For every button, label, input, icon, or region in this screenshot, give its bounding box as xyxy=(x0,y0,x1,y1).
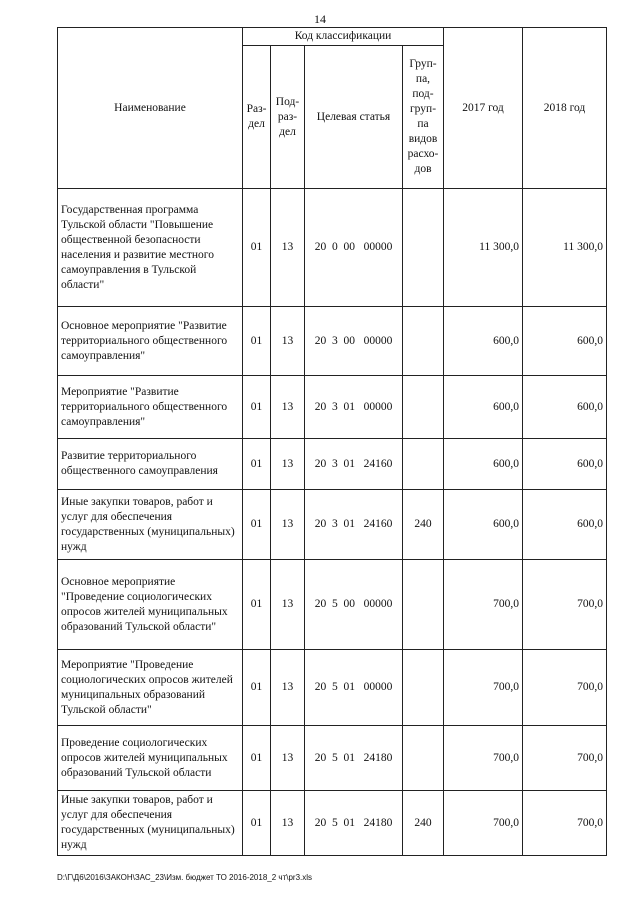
row-value-2017: 700,0 xyxy=(444,791,523,856)
table-row xyxy=(58,791,607,856)
row-name: Проведение социологических опросов жителей муниципальных образований Тульской области xyxy=(58,726,243,791)
row-target-article: 20 5 01 00000 xyxy=(305,650,403,726)
row-target-article: 20 3 00 00000 xyxy=(305,307,403,376)
row-section: 01 xyxy=(243,189,271,307)
table-row xyxy=(58,307,607,376)
row-section: 01 xyxy=(243,376,271,439)
row-subsection: 13 xyxy=(271,490,305,560)
table-row xyxy=(58,490,607,560)
row-expense-group xyxy=(403,376,444,439)
row-target-article: 20 3 01 00000 xyxy=(305,376,403,439)
row-subsection: 13 xyxy=(271,726,305,791)
table-row xyxy=(58,376,607,439)
row-section: 01 xyxy=(243,490,271,560)
header-name: Наименование xyxy=(58,28,243,189)
row-target-article: 20 5 01 24180 xyxy=(305,726,403,791)
row-value-2017: 700,0 xyxy=(444,560,523,650)
row-value-2018: 700,0 xyxy=(523,650,607,726)
row-section: 01 xyxy=(243,650,271,726)
row-target-article: 20 5 00 00000 xyxy=(305,560,403,650)
row-name: Основное мероприятие "Проведение социологических опросов жителей муниципальных образований Тульской области" xyxy=(58,560,243,650)
header-year-2017: 2017 год xyxy=(444,28,523,189)
row-value-2017: 700,0 xyxy=(444,650,523,726)
table-row xyxy=(58,439,607,490)
row-value-2018: 600,0 xyxy=(523,490,607,560)
row-value-2018: 700,0 xyxy=(523,726,607,791)
row-target-article: 20 0 00 00000 xyxy=(305,189,403,307)
header-section: Раз- дел xyxy=(243,46,271,189)
row-value-2017: 700,0 xyxy=(444,726,523,791)
header-expense-group: Груп- па, под- груп- па видов расхо- дов xyxy=(403,46,444,189)
row-section: 01 xyxy=(243,560,271,650)
row-expense-group xyxy=(403,439,444,490)
row-name: Мероприятие "Развитие территориального общественного самоуправления" xyxy=(58,376,243,439)
row-value-2018: 700,0 xyxy=(523,791,607,856)
row-name: Развитие территориального общественного самоуправления xyxy=(58,439,243,490)
row-section: 01 xyxy=(243,791,271,856)
row-expense-group xyxy=(403,560,444,650)
row-subsection: 13 xyxy=(271,439,305,490)
row-value-2018: 600,0 xyxy=(523,307,607,376)
row-name: Иные закупки товаров, работ и услуг для обеспечения государственных (муниципальных) нужд xyxy=(58,791,243,856)
row-expense-group: 240 xyxy=(403,791,444,856)
row-target-article: 20 3 01 24160 xyxy=(305,490,403,560)
table-row xyxy=(58,189,607,307)
header-target-article: Целевая статья xyxy=(305,46,403,189)
row-name: Иные закупки товаров, работ и услуг для обеспечения государственных (муниципальных) нужд xyxy=(58,490,243,560)
row-value-2017: 600,0 xyxy=(444,376,523,439)
row-subsection: 13 xyxy=(271,560,305,650)
row-expense-group xyxy=(403,307,444,376)
row-target-article: 20 3 01 24160 xyxy=(305,439,403,490)
row-value-2018: 11 300,0 xyxy=(523,189,607,307)
row-expense-group xyxy=(403,650,444,726)
table-row xyxy=(58,560,607,650)
row-expense-group xyxy=(403,726,444,791)
row-value-2017: 600,0 xyxy=(444,439,523,490)
row-value-2017: 600,0 xyxy=(444,490,523,560)
row-name: Государственная программа Тульской области "Повышение общественной безопасности населения и развитие местного самоуправления в Тульской области" xyxy=(58,189,243,307)
row-target-article: 20 5 01 24180 xyxy=(305,791,403,856)
row-expense-group xyxy=(403,189,444,307)
header-subsection: Под- раз- дел xyxy=(271,46,305,189)
row-value-2018: 700,0 xyxy=(523,560,607,650)
row-expense-group: 240 xyxy=(403,490,444,560)
file-path-footer: D:\Г\Д6\2016\ЗАКОН\ЗАС_23\Изм. бюджет ТО 2016-2018_2 чт\pr3.xls xyxy=(57,873,313,882)
row-subsection: 13 xyxy=(271,791,305,856)
row-name: Мероприятие "Проведение социологических опросов жителей муниципальных образований Тульской области" xyxy=(58,650,243,726)
row-section: 01 xyxy=(243,726,271,791)
row-subsection: 13 xyxy=(271,189,305,307)
row-value-2018: 600,0 xyxy=(523,376,607,439)
budget-table xyxy=(57,27,607,856)
row-section: 01 xyxy=(243,439,271,490)
row-value-2017: 600,0 xyxy=(444,307,523,376)
row-value-2017: 11 300,0 xyxy=(444,189,523,307)
row-section: 01 xyxy=(243,307,271,376)
table-row xyxy=(58,726,607,791)
row-subsection: 13 xyxy=(271,307,305,376)
row-subsection: 13 xyxy=(271,376,305,439)
page-number: 14 xyxy=(314,12,326,26)
row-subsection: 13 xyxy=(271,650,305,726)
header-classification-code: Код классификации xyxy=(243,28,444,46)
table-row xyxy=(58,650,607,726)
row-name: Основное мероприятие "Развитие территориального общественного самоуправления" xyxy=(58,307,243,376)
header-year-2018: 2018 год xyxy=(523,28,607,189)
row-value-2018: 600,0 xyxy=(523,439,607,490)
